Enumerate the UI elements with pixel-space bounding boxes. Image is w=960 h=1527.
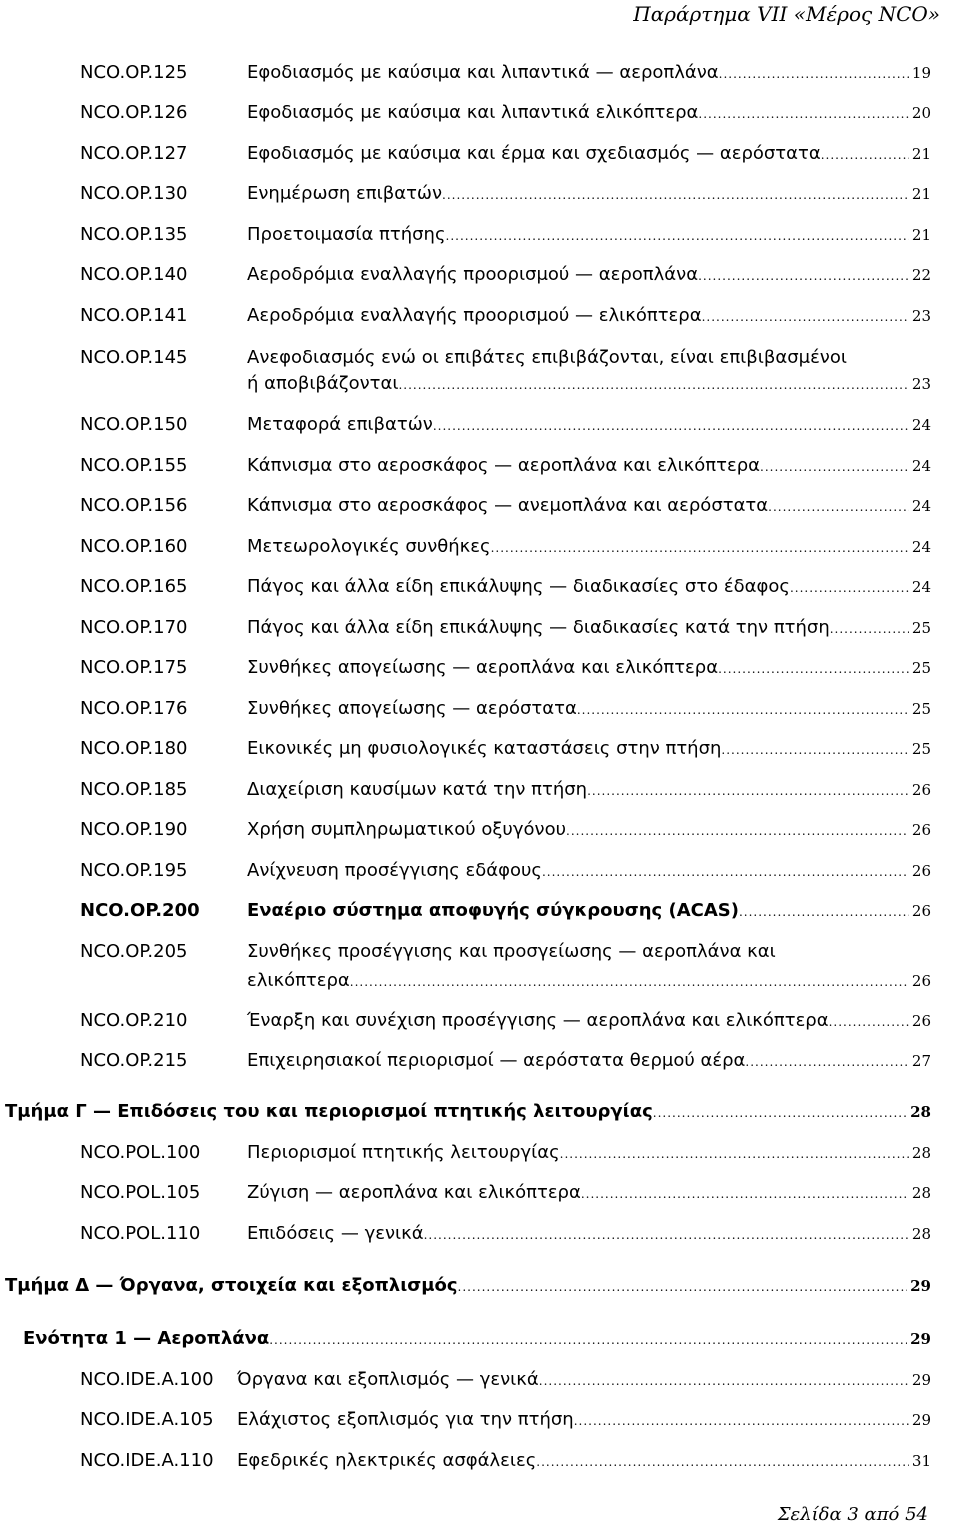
entry-code: NCO.POL.100	[80, 1142, 201, 1163]
leader-dots	[745, 1052, 909, 1073]
leader-dots	[442, 185, 909, 206]
entry-title: Ζύγιση — αεροπλάνα και ελικόπτερα	[247, 1182, 581, 1203]
entry-title: Συνθήκες απογείωσης — αερόστατα	[247, 698, 577, 719]
leader-dots	[269, 1330, 907, 1351]
leader-dots	[829, 1012, 909, 1033]
leader-dots	[446, 226, 909, 247]
entry-code: NCO.OP.141	[80, 305, 188, 326]
leader-dots	[560, 1144, 909, 1165]
leader-dots	[790, 578, 909, 599]
entry-page: 24	[911, 416, 931, 434]
entry-page: 28	[911, 1184, 931, 1202]
entry-title-line1: Συνθήκες προσέγγισης και προσγείωσης — αεροπλάνα και	[247, 941, 776, 962]
leader-dots	[539, 1371, 909, 1392]
entry-title: Αεροδρόμια εναλλαγής προορισμού — ελικόπτερα	[247, 305, 702, 326]
entry-page: 29	[911, 1371, 931, 1389]
entry-page: 22	[911, 266, 931, 284]
page-header: Παράρτημα VII «Μέρος NCO»	[633, 2, 940, 26]
entry-code: NCO.OP.145	[80, 347, 188, 368]
leader-dots	[542, 862, 909, 883]
entry-title: Εφοδιασμός με καύσιμα και έρμα και σχεδιασμός — αερόστατα	[247, 143, 821, 164]
entry-title: Έναρξη και συνέχιση προσέγγισης — αεροπλάνα και ελικόπτερα	[247, 1010, 829, 1031]
entry-code: NCO.OP.195	[80, 860, 188, 881]
entry-title: Περιορισμοί πτητικής λειτουργίας	[247, 1142, 560, 1163]
leader-dots	[768, 497, 909, 518]
entry-page: 24	[911, 457, 931, 475]
entry-page: 31	[911, 1452, 931, 1470]
entry-code: NCO.OP.190	[80, 819, 188, 840]
toc-entry[interactable]	[0, 941, 960, 991]
entry-code: NCO.IDE.A.110	[80, 1450, 214, 1471]
leader-dots	[698, 266, 909, 287]
entry-code: NCO.OP.215	[80, 1050, 188, 1071]
entry-page: 24	[911, 578, 931, 596]
entry-code: NCO.OP.125	[80, 62, 188, 83]
leader-dots	[653, 1103, 907, 1124]
entry-title: Εφοδιασμός με καύσιμα και λιπαντικά — αεροπλάνα	[247, 62, 719, 83]
entry-code: NCO.OP.175	[80, 657, 188, 678]
leader-dots	[830, 619, 909, 640]
leader-dots	[577, 700, 909, 721]
entry-title: Συνθήκες απογείωσης — αεροπλάνα και ελικόπτερα	[247, 657, 719, 678]
entry-page: 19	[911, 64, 931, 82]
entry-page: 29	[910, 1277, 931, 1295]
entry-code: NCO.OP.200	[80, 900, 200, 921]
entry-page: 25	[911, 619, 931, 637]
entry-page: 25	[911, 659, 931, 677]
entry-page: 26	[911, 902, 931, 920]
entry-title: Ενημέρωση επιβατών	[247, 183, 443, 204]
entry-code: NCO.OP.127	[80, 143, 188, 164]
entry-page: 28	[910, 1103, 931, 1121]
leader-dots	[433, 416, 909, 437]
entry-title: Πάγος και άλλα είδη επικάλυψης — διαδικασίες κατά την πτήση	[247, 617, 830, 638]
subsection-title: Ενότητα 1 — Αεροπλάνα	[23, 1328, 270, 1349]
leader-dots	[721, 740, 909, 761]
entry-page: 28	[911, 1225, 931, 1243]
entry-page: 24	[911, 538, 931, 556]
entry-title: Πάγος και άλλα είδη επικάλυψης — διαδικασίες στο έδαφος	[247, 576, 790, 597]
entry-title: Εφεδρικές ηλεκτρικές ασφάλειες	[237, 1450, 537, 1471]
entry-title: Διαχείριση καυσίμων κατά την πτήση	[247, 779, 588, 800]
leader-dots	[574, 1411, 909, 1432]
leader-dots	[581, 1184, 909, 1205]
leader-dots	[424, 1225, 909, 1246]
leader-dots	[566, 821, 909, 842]
entry-page: 26	[911, 862, 931, 880]
entry-page: 23	[911, 375, 931, 393]
leader-dots	[458, 1277, 908, 1298]
leader-dots	[702, 307, 909, 328]
leader-dots	[350, 972, 909, 993]
entry-page: 26	[911, 821, 931, 839]
entry-code: NCO.OP.130	[80, 183, 188, 204]
entry-page: 23	[911, 307, 931, 325]
entry-title: Ελάχιστος εξοπλισμός για την πτήση	[237, 1409, 574, 1430]
entry-page: 21	[911, 185, 931, 203]
entry-code: NCO.POL.105	[80, 1182, 201, 1203]
entry-code: NCO.OP.170	[80, 617, 188, 638]
entry-title-line1: Ανεφοδιασμός ενώ οι επιβάτες επιβιβάζονται, είναι επιβιβασμένοι	[247, 347, 847, 368]
entry-code: NCO.OP.160	[80, 536, 188, 557]
entry-code: NCO.OP.156	[80, 495, 188, 516]
entry-page: 21	[911, 226, 931, 244]
entry-code: NCO.OP.210	[80, 1010, 188, 1031]
entry-page: 21	[911, 145, 931, 163]
entry-code: NCO.OP.135	[80, 224, 188, 245]
entry-page: 24	[911, 497, 931, 515]
leader-dots	[718, 659, 909, 680]
leader-dots	[587, 781, 909, 802]
leader-dots	[536, 1452, 909, 1473]
leader-dots	[719, 64, 909, 85]
page-footer: Σελίδα 3 από 54	[777, 1504, 928, 1525]
entry-title: ή αποβιβάζονται	[247, 373, 399, 394]
section-title: Τμήμα Δ — Όργανα, στοιχεία και εξοπλισμός	[5, 1275, 458, 1296]
entry-title: Όργανα και εξοπλισμός — γενικά	[237, 1369, 539, 1390]
entry-title: Κάπνισμα στο αεροσκάφος — αεροπλάνα και ελικόπτερα	[247, 455, 760, 476]
entry-code: NCO.OP.140	[80, 264, 188, 285]
entry-page: 26	[911, 781, 931, 799]
entry-page: 25	[911, 700, 931, 718]
entry-page: 29	[910, 1330, 931, 1348]
entry-title: Ανίχνευση προσέγγισης εδάφους	[247, 860, 542, 881]
entry-page: 28	[911, 1144, 931, 1162]
entry-code: NCO.OP.185	[80, 779, 188, 800]
entry-code: NCO.OP.126	[80, 102, 188, 123]
entry-code: NCO.IDE.A.105	[80, 1409, 214, 1430]
entry-title: Εναέριο σύστημα αποφυγής σύγκρουσης (ACAS)	[247, 900, 739, 921]
entry-title: Επιχειρησιακοί περιορισμοί — αερόστατα θερμού αέρα	[247, 1050, 746, 1071]
leader-dots	[739, 902, 909, 923]
entry-title: Μεταφορά επιβατών	[247, 414, 433, 435]
entry-title: Εικονικές μη φυσιολογικές καταστάσεις στην πτήση	[247, 738, 722, 759]
leader-dots	[491, 538, 909, 559]
entry-page: 26	[911, 1012, 931, 1030]
section-title: Τμήμα Γ — Επιδόσεις του και περιορισμοί πτητικής λειτουργίας	[5, 1101, 653, 1122]
entry-title: Κάπνισμα στο αεροσκάφος — ανεμοπλάνα και αερόστατα	[247, 495, 769, 516]
entry-title: Προετοιμασία πτήσης	[247, 224, 446, 245]
entry-code: NCO.POL.110	[80, 1223, 201, 1244]
leader-dots	[698, 104, 908, 125]
entry-code: NCO.OP.155	[80, 455, 188, 476]
leader-dots	[760, 457, 909, 478]
entry-code: NCO.OP.176	[80, 698, 188, 719]
entry-title: Εφοδιασμός με καύσιμα και λιπαντικά ελικόπτερα	[247, 102, 699, 123]
toc-entry[interactable]	[0, 347, 960, 397]
entry-page: 27	[911, 1052, 931, 1070]
entry-title: Μετεωρολογικές συνθήκες	[247, 536, 491, 557]
leader-dots	[398, 375, 908, 396]
entry-code: NCO.OP.165	[80, 576, 188, 597]
entry-code: NCO.OP.150	[80, 414, 188, 435]
entry-title: ελικόπτερα	[247, 970, 350, 991]
entry-code: NCO.OP.205	[80, 941, 188, 962]
entry-page: 26	[911, 972, 931, 990]
entry-page: 20	[911, 104, 931, 122]
entry-code: NCO.OP.180	[80, 738, 188, 759]
entry-title: Αεροδρόμια εναλλαγής προορισμού — αεροπλάνα	[247, 264, 699, 285]
entry-title: Επιδόσεις — γενικά	[247, 1223, 424, 1244]
entry-code: NCO.IDE.A.100	[80, 1369, 214, 1390]
leader-dots	[821, 145, 909, 166]
entry-page: 29	[911, 1411, 931, 1429]
entry-page: 25	[911, 740, 931, 758]
entry-title: Χρήση συμπληρωματικού οξυγόνου	[247, 819, 566, 840]
